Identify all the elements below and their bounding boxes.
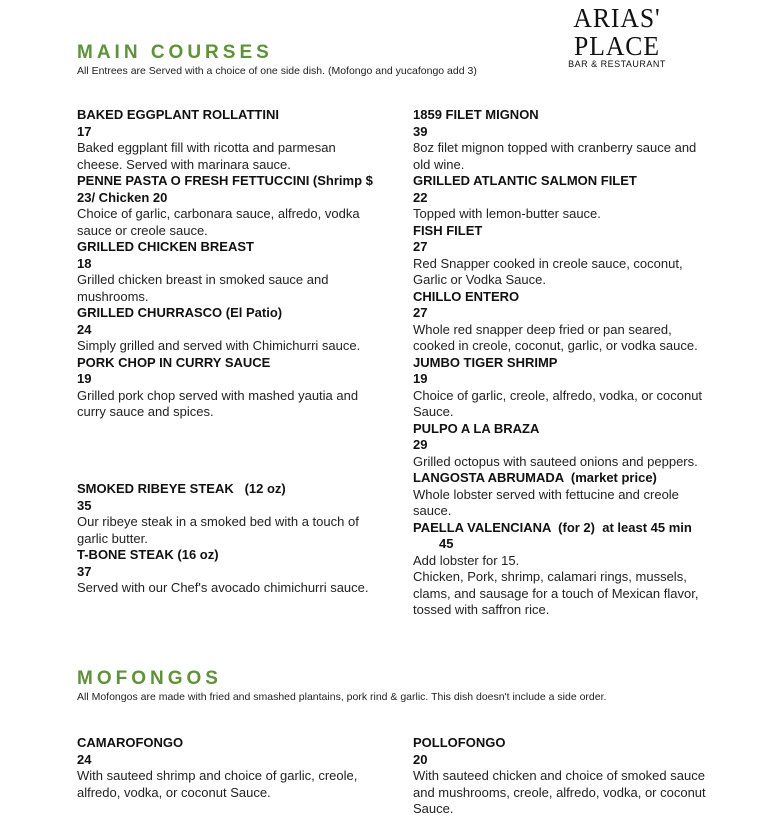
item-price: 35 [77, 497, 92, 513]
menu-item [413, 735, 708, 818]
mofongos-left-column [77, 735, 382, 801]
menu-item [413, 223, 708, 289]
item-name: 1859 FILET MIGNON [413, 107, 539, 122]
item-price: 29 [413, 437, 428, 452]
main-courses-left-column [77, 107, 382, 421]
item-price: 39 [413, 123, 428, 139]
item-name: SMOKED RIBEYE STEAK (12 oz) [77, 481, 286, 496]
mofongos-right-column [413, 735, 708, 818]
menu-item [77, 173, 382, 239]
menu-item [77, 735, 382, 801]
item-price: 24 [77, 751, 92, 767]
item-name: GRILLED CHICKEN BREAST [77, 239, 254, 254]
item-name: CAMAROFONGO [77, 735, 184, 750]
mofongos-title: MOFONGOS [77, 668, 222, 689]
menu-item [413, 107, 708, 173]
item-price: 19 [77, 371, 92, 386]
item-price: 18 [77, 255, 92, 271]
logo-name: ARIAS' PLACE [573, 3, 661, 61]
menu-item [77, 547, 382, 597]
menu-item [77, 107, 382, 173]
item-description: With sauteed chicken and choice of smoked sauce and mushrooms, creole, alfredo, vodka, or coconut Sauce. [413, 768, 706, 816]
item-description: Grilled octopus with sauteed onions and peppers. [413, 453, 698, 469]
item-name: BAKED EGGPLANT ROLLATTINI [77, 107, 279, 122]
menu-item [413, 470, 708, 520]
main-courses-note: All Entrees are Served with a choice of one side dish. (Mofongo and yucafongo add 3) [77, 65, 477, 77]
item-name: GRILLED CHURRASCO (El Patio) [77, 305, 283, 320]
item-name: T-BONE STEAK (16 oz) [77, 547, 219, 562]
menu-item [413, 355, 708, 421]
item-name: PULPO A LA BRAZA [413, 420, 540, 436]
menu-item [77, 239, 382, 305]
item-name: JUMBO TIGER SHRIMP [413, 354, 558, 370]
item-description-2: Chicken, Pork, shrimp, calamari rings, mussels, clams, and sausage for a touch of Mexican flavor, tossed with saffron rice. [413, 569, 699, 617]
menu-item [413, 520, 708, 619]
item-price: 24 [77, 321, 92, 337]
item-price: 20 [413, 751, 428, 767]
item-description: Add lobster for 15. [413, 552, 520, 568]
main-courses-right-column [413, 107, 708, 619]
item-description: With sauteed shrimp and choice of garlic, creole, alfredo, vodka, or coconut Sauce. [77, 768, 358, 800]
item-price: 19 [413, 371, 428, 386]
item-description: Topped with lemon-butter sauce. [413, 206, 601, 221]
item-name: PENNE PASTA O FRESH FETTUCCINI (Shrimp $ 23/ Chicken 20 [77, 173, 373, 205]
item-price: 45 [439, 536, 454, 551]
item-price: 17 [77, 123, 92, 139]
item-price: 27 [413, 239, 428, 254]
item-name: FISH FILET [413, 222, 483, 238]
menu-item [413, 173, 708, 223]
item-description: 8oz filet mignon topped with cranberry sauce and old wine. [413, 140, 697, 172]
item-description: Our ribeye steak in a smoked bed with a touch of garlic butter. [77, 514, 359, 546]
item-price: 37 [77, 563, 92, 579]
item-description: Whole lobster served with fettucine and creole sauce. [413, 486, 679, 518]
item-description: Grilled pork chop served with mashed yautia and curry sauce and spices. [77, 387, 359, 419]
item-name: LANGOSTA ABRUMADA (market price) [413, 470, 657, 485]
item-name: CHILLO ENTERO [413, 288, 520, 304]
item-name [413, 520, 708, 553]
item-description: Served with our Chef's avocado chimichurri sauce. [77, 580, 369, 595]
item-description: Baked eggplant fill with ricotta and parmesan cheese. Served with marinara sauce. [77, 140, 336, 172]
main-courses-title: MAIN COURSES [77, 42, 273, 63]
item-price: 22 [413, 189, 428, 205]
item-name: POLLOFONGO [413, 735, 506, 750]
item-description: Red Snapper cooked in creole sauce, coconut, Garlic or Vodka Sauce. [413, 255, 683, 287]
menu-item [77, 305, 382, 355]
main-courses-left-column-2 [77, 481, 382, 597]
restaurant-logo [529, 4, 705, 69]
item-description: Whole red snapper deep fried or pan seared, cooked in creole, coconut, garlic, or vodka sauce. [413, 321, 698, 353]
item-name: GRILLED ATLANTIC SALMON FILET [413, 173, 637, 188]
menu-item [77, 355, 382, 421]
item-name: PORK CHOP IN CURRY SAUCE [77, 354, 271, 370]
item-description: Choice of garlic, carbonara sauce, alfredo, vodka sauce or creole sauce. [77, 206, 360, 238]
menu-item [77, 481, 382, 547]
item-description: Simply grilled and served with Chimichurri sauce. [77, 338, 361, 353]
item-description: Choice of garlic, creole, alfredo, vodka, or coconut Sauce. [413, 387, 703, 419]
menu-item [413, 421, 708, 471]
item-description: Grilled chicken breast in smoked sauce and mushrooms. [77, 272, 329, 304]
menu-item [413, 289, 708, 355]
logo-subtitle: BAR & RESTAURANT [568, 59, 666, 69]
item-price: 27 [413, 305, 428, 320]
item-name-text: PAELLA VALENCIANA (for 2) at least 45 min [413, 519, 692, 535]
mofongos-note: All Mofongos are made with fried and smashed plantains, pork rind & garlic. This dish doesn't include a side order. [77, 691, 607, 703]
